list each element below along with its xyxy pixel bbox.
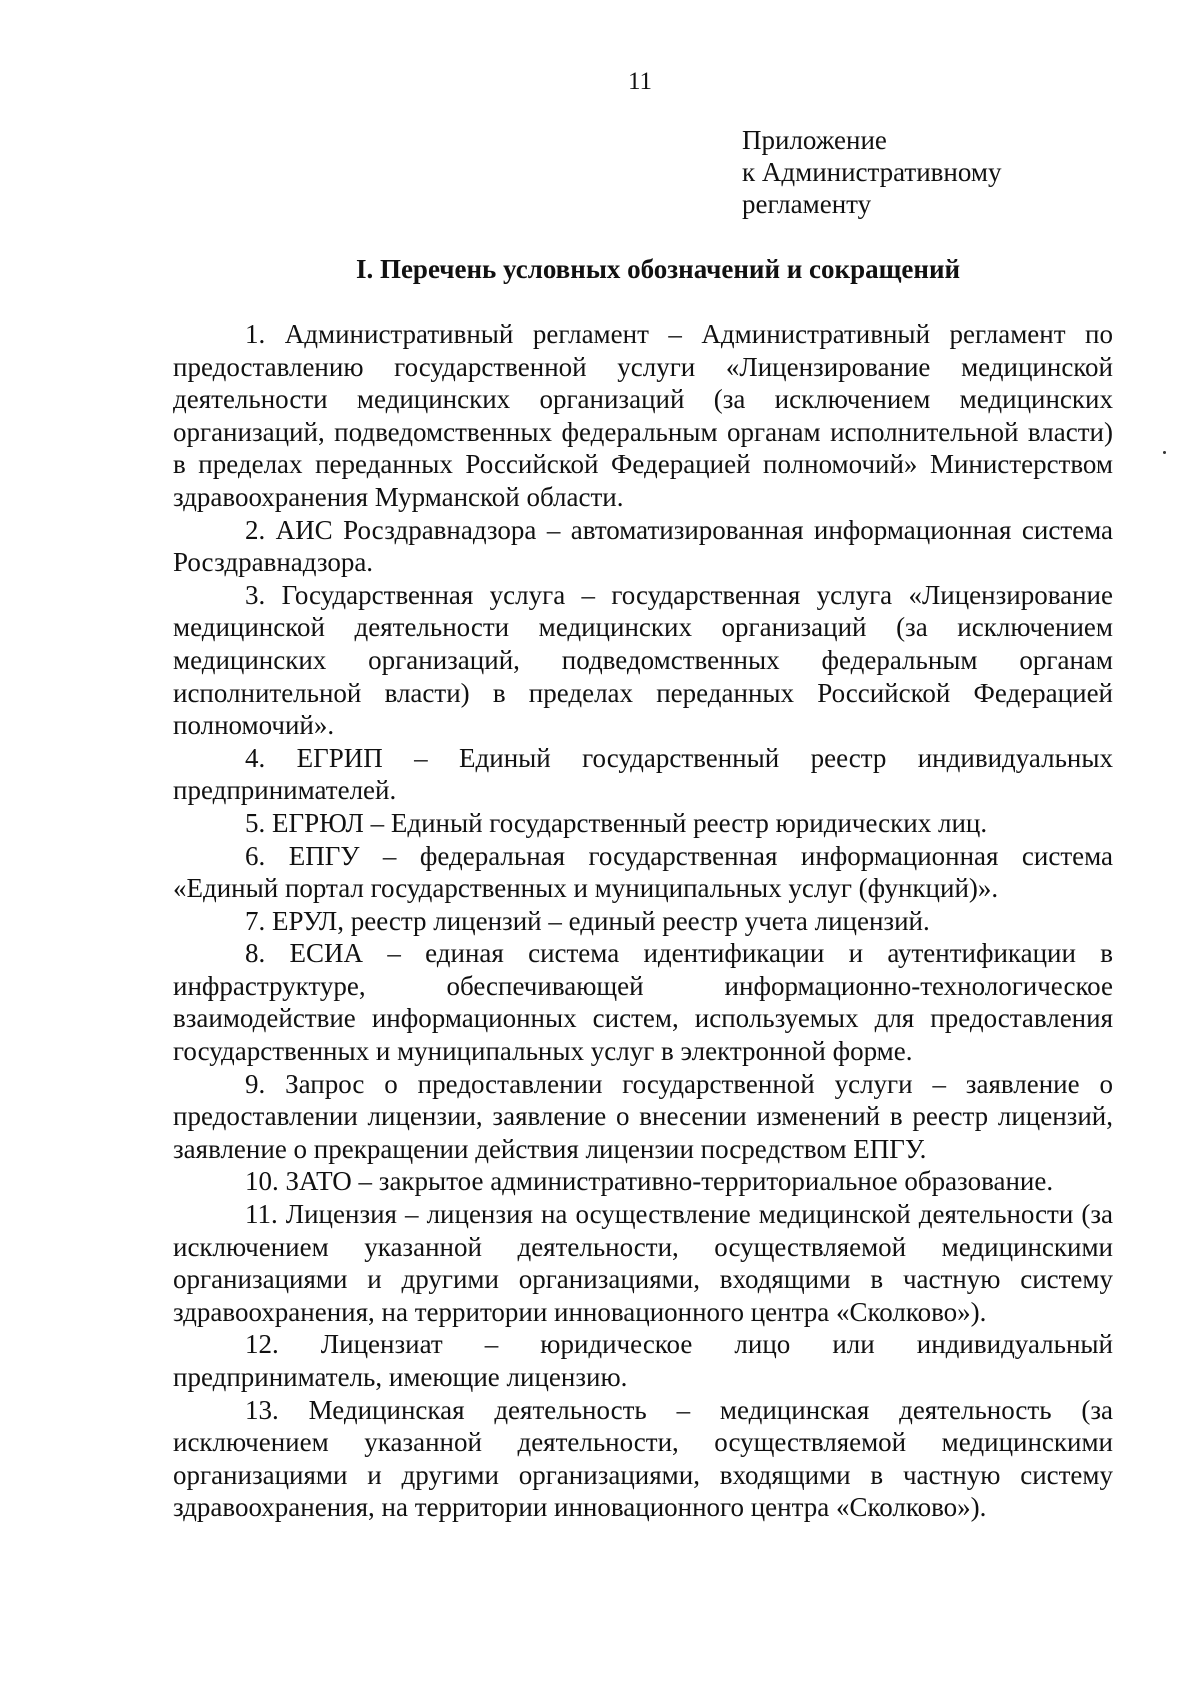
definition-item: 1. Административный регламент – Административный регламент по предоставлению государственной услуги «Лицензирование медицинской деятельности медицинских организаций (за исключением медицинских организаций, подведомственных федеральным органам исполнительной власти) в пределах переданных Российской Федерацией полномочий» Министерством здравоохранения Мурманской области. [173,319,1113,512]
appendix-note [742,124,1001,220]
scan-speck [1163,451,1166,454]
definition-item: 8. ЕСИА – единая система идентификации и аутентификации в инфраструктуре, обеспечивающей информационно-технологическое взаимодействие информационных систем, используемых для предоставления государственных и муниципальных услуг в электронной форме. [173,938,1113,1067]
appendix-line: Приложение [742,125,887,155]
definitions-list [173,318,1113,1524]
appendix-line: регламенту [742,189,872,219]
definition-item: 5. ЕГРЮЛ – Единый государственный реестр юридических лиц. [245,807,988,838]
section-heading: I. Перечень условных обозначений и сокращений [355,254,961,284]
definition-item: 2. АИС Росздравнадзора – автоматизированная информационная система Росздравнадзора. [173,514,1113,578]
definition-item: 9. Запрос о предоставлении государственной услуги – заявление о предоставлении лицензии, заявление о внесении изменений в реестр лицензий, заявление о прекращении действия лицензии посредством ЕПГУ. [173,1068,1113,1164]
definition-item: 3. Государственная услуга – государственная услуга «Лицензирование медицинской деятельности медицинских организаций (за исключением медицинских организаций, подведомственных федеральным органам исполнительной власти) в пределах переданных Российской Федерацией полномочий». [173,579,1113,741]
page-number: 11 [627,68,653,95]
definition-item: 12. Лицензиат – юридическое лицо или индивидуальный предприниматель, имеющие лицензию. [173,1329,1113,1392]
appendix-line: к Административному [742,157,1002,187]
definition-item: 6. ЕПГУ – федеральная государственная информационная система «Единый портал государственных и муниципальных услуг (функций)». [173,840,1113,904]
definition-item: 4. ЕГРИП – Единый государственный реестр индивидуальных предпринимателей. [173,742,1113,806]
definition-item: 7. ЕРУЛ, реестр лицензий – единый реестр учета лицензий. [245,905,930,936]
definition-item: 11. Лицензия – лицензия на осуществление медицинской деятельности (за исключением указанной деятельности, осуществляемой медицинскими организациями и другими организациями, входящими в частную систему здравоохранения, на территории инновационного центра «Сколково»). [173,1199,1113,1327]
definition-item: 10. ЗАТО – закрытое административно-территориальное образование. [245,1166,1054,1197]
definition-item: 13. Медицинская деятельность – медицинская деятельность (за исключением указанной деятельности, осуществляемой медицинскими организациями и другими организациями, входящими в частную систему здравоохранения, на территории инновационного центра «Сколково»). [173,1394,1113,1523]
